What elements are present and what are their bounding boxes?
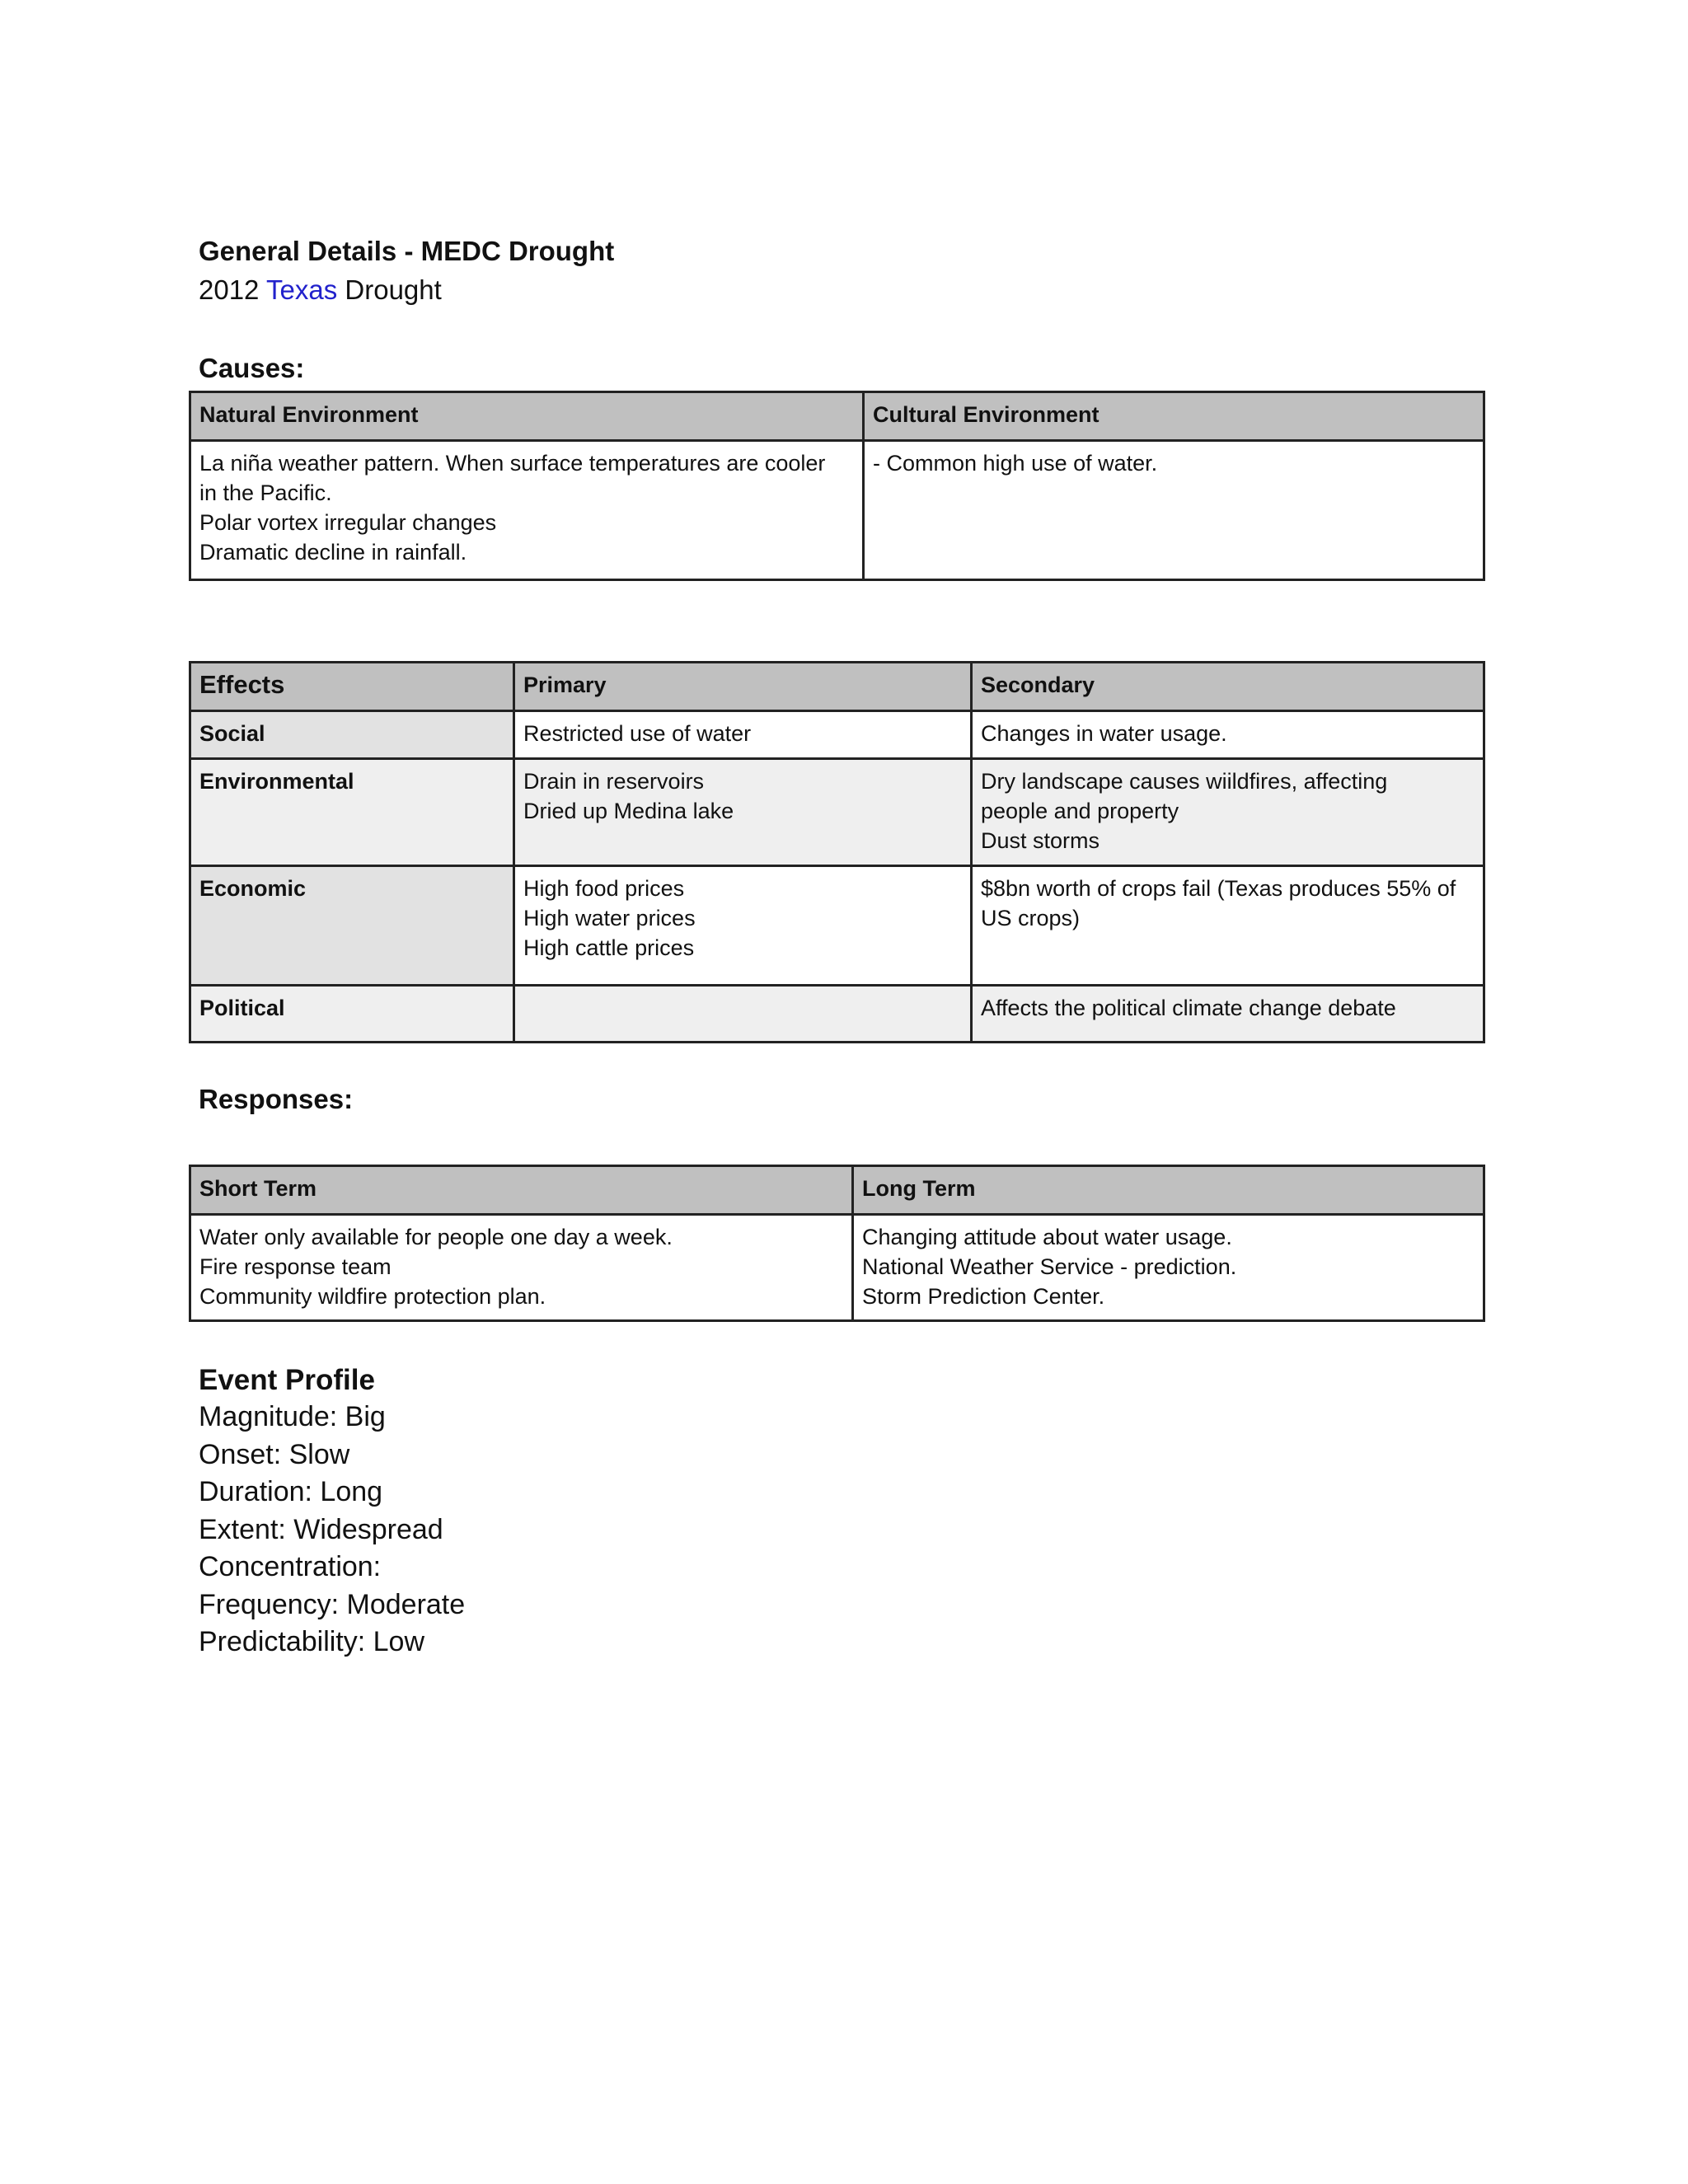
cell-line: Affects the political climate change debate <box>981 996 1396 1020</box>
effects-row-label: Political <box>190 986 514 1043</box>
effects-row-social <box>190 711 1484 759</box>
cell-line: Dramatic decline in rainfall. <box>199 540 467 565</box>
cell-line: Changing attitude about water usage. <box>862 1225 1232 1249</box>
causes-col-natural: Natural Environment <box>190 392 864 441</box>
cell-line: High food prices <box>523 876 685 901</box>
page-title: General Details - MEDC Drought <box>199 236 615 266</box>
causes-heading: Causes: <box>199 353 305 383</box>
cell-line: High cattle prices <box>523 935 695 960</box>
event-profile-heading: Event Profile <box>199 1364 375 1396</box>
cultural-causes-cell <box>864 441 1484 580</box>
subtitle-place: Texas <box>266 274 338 305</box>
cell-line: Drain in reservoirs <box>523 769 705 794</box>
effects-row-economic <box>190 866 1484 986</box>
effects-row-label: Economic <box>190 866 514 986</box>
cell-line: Dried up Medina lake <box>523 799 734 823</box>
effects-primary-cell <box>514 866 972 986</box>
causes-col-cultural: Cultural Environment <box>864 392 1484 441</box>
effects-row-political <box>190 986 1484 1043</box>
profile-item: Frequency: Moderate <box>199 1588 466 1620</box>
cell-line: Polar vortex irregular changes <box>199 510 497 535</box>
page-subtitle <box>199 274 442 306</box>
effects-secondary-cell <box>972 866 1484 986</box>
responses-col-short: Short Term <box>190 1166 853 1215</box>
responses-header-row <box>190 1166 1484 1215</box>
natural-causes-cell <box>190 441 864 580</box>
cell-line: Storm Prediction Center. <box>862 1284 1105 1309</box>
cell-line: Changes in water usage. <box>981 721 1227 746</box>
cell-line: $8bn worth of crops fail (Texas produces 55% of <box>981 876 1456 901</box>
causes-header-row <box>190 392 1484 441</box>
cell-line: Restricted use of water <box>523 721 752 746</box>
profile-item: Onset: Slow <box>199 1438 350 1470</box>
causes-table <box>189 391 1485 581</box>
profile-item: Magnitude: Big <box>199 1401 386 1432</box>
cell-line: Dry landscape causes wiildfires, affecting <box>981 769 1388 794</box>
long-term-cell <box>853 1215 1484 1321</box>
effects-row-environmental <box>190 759 1484 866</box>
effects-primary-cell <box>514 759 972 866</box>
subtitle-type: Drought <box>345 274 442 305</box>
cell-line: National Weather Service - prediction. <box>862 1254 1237 1279</box>
profile-item: Duration: Long <box>199 1476 383 1507</box>
cell-line: Community wildfire protection plan. <box>199 1284 546 1309</box>
cell-line: people and property <box>981 799 1179 823</box>
effects-secondary-cell <box>972 759 1484 866</box>
causes-body-row <box>190 441 1484 580</box>
effects-secondary-cell <box>972 986 1484 1043</box>
profile-item: Predictability: Low <box>199 1626 425 1657</box>
responses-col-long: Long Term <box>853 1166 1484 1215</box>
responses-heading: Responses: <box>199 1084 354 1114</box>
cell-line: Dust storms <box>981 828 1100 853</box>
effects-primary-cell <box>514 711 972 759</box>
event-profile <box>199 1361 465 1661</box>
cell-line: US crops) <box>981 906 1081 930</box>
effects-col-secondary: Secondary <box>972 663 1484 711</box>
cell-line: - Common high use of water. <box>873 451 1158 476</box>
responses-table <box>189 1165 1485 1322</box>
effects-row-label: Social <box>190 711 514 759</box>
profile-item: Extent: Widespread <box>199 1513 443 1545</box>
profile-item: Concentration: <box>199 1551 382 1582</box>
cell-line: in the Pacific. <box>199 480 332 505</box>
effects-col-effects: Effects <box>190 663 514 711</box>
cell-line: La niña weather pattern. When surface temperatures are cooler <box>199 451 826 476</box>
cell-line: Fire response team <box>199 1254 392 1279</box>
cell-line: Water only available for people one day a week. <box>199 1225 673 1249</box>
effects-row-label: Environmental <box>190 759 514 866</box>
cell-line: High water prices <box>523 906 696 930</box>
subtitle-year: 2012 <box>199 274 260 305</box>
effects-primary-cell <box>514 986 972 1043</box>
responses-body-row <box>190 1215 1484 1321</box>
effects-table <box>189 661 1485 1043</box>
short-term-cell <box>190 1215 853 1321</box>
effects-col-primary: Primary <box>514 663 972 711</box>
effects-header-row <box>190 663 1484 711</box>
effects-secondary-cell <box>972 711 1484 759</box>
